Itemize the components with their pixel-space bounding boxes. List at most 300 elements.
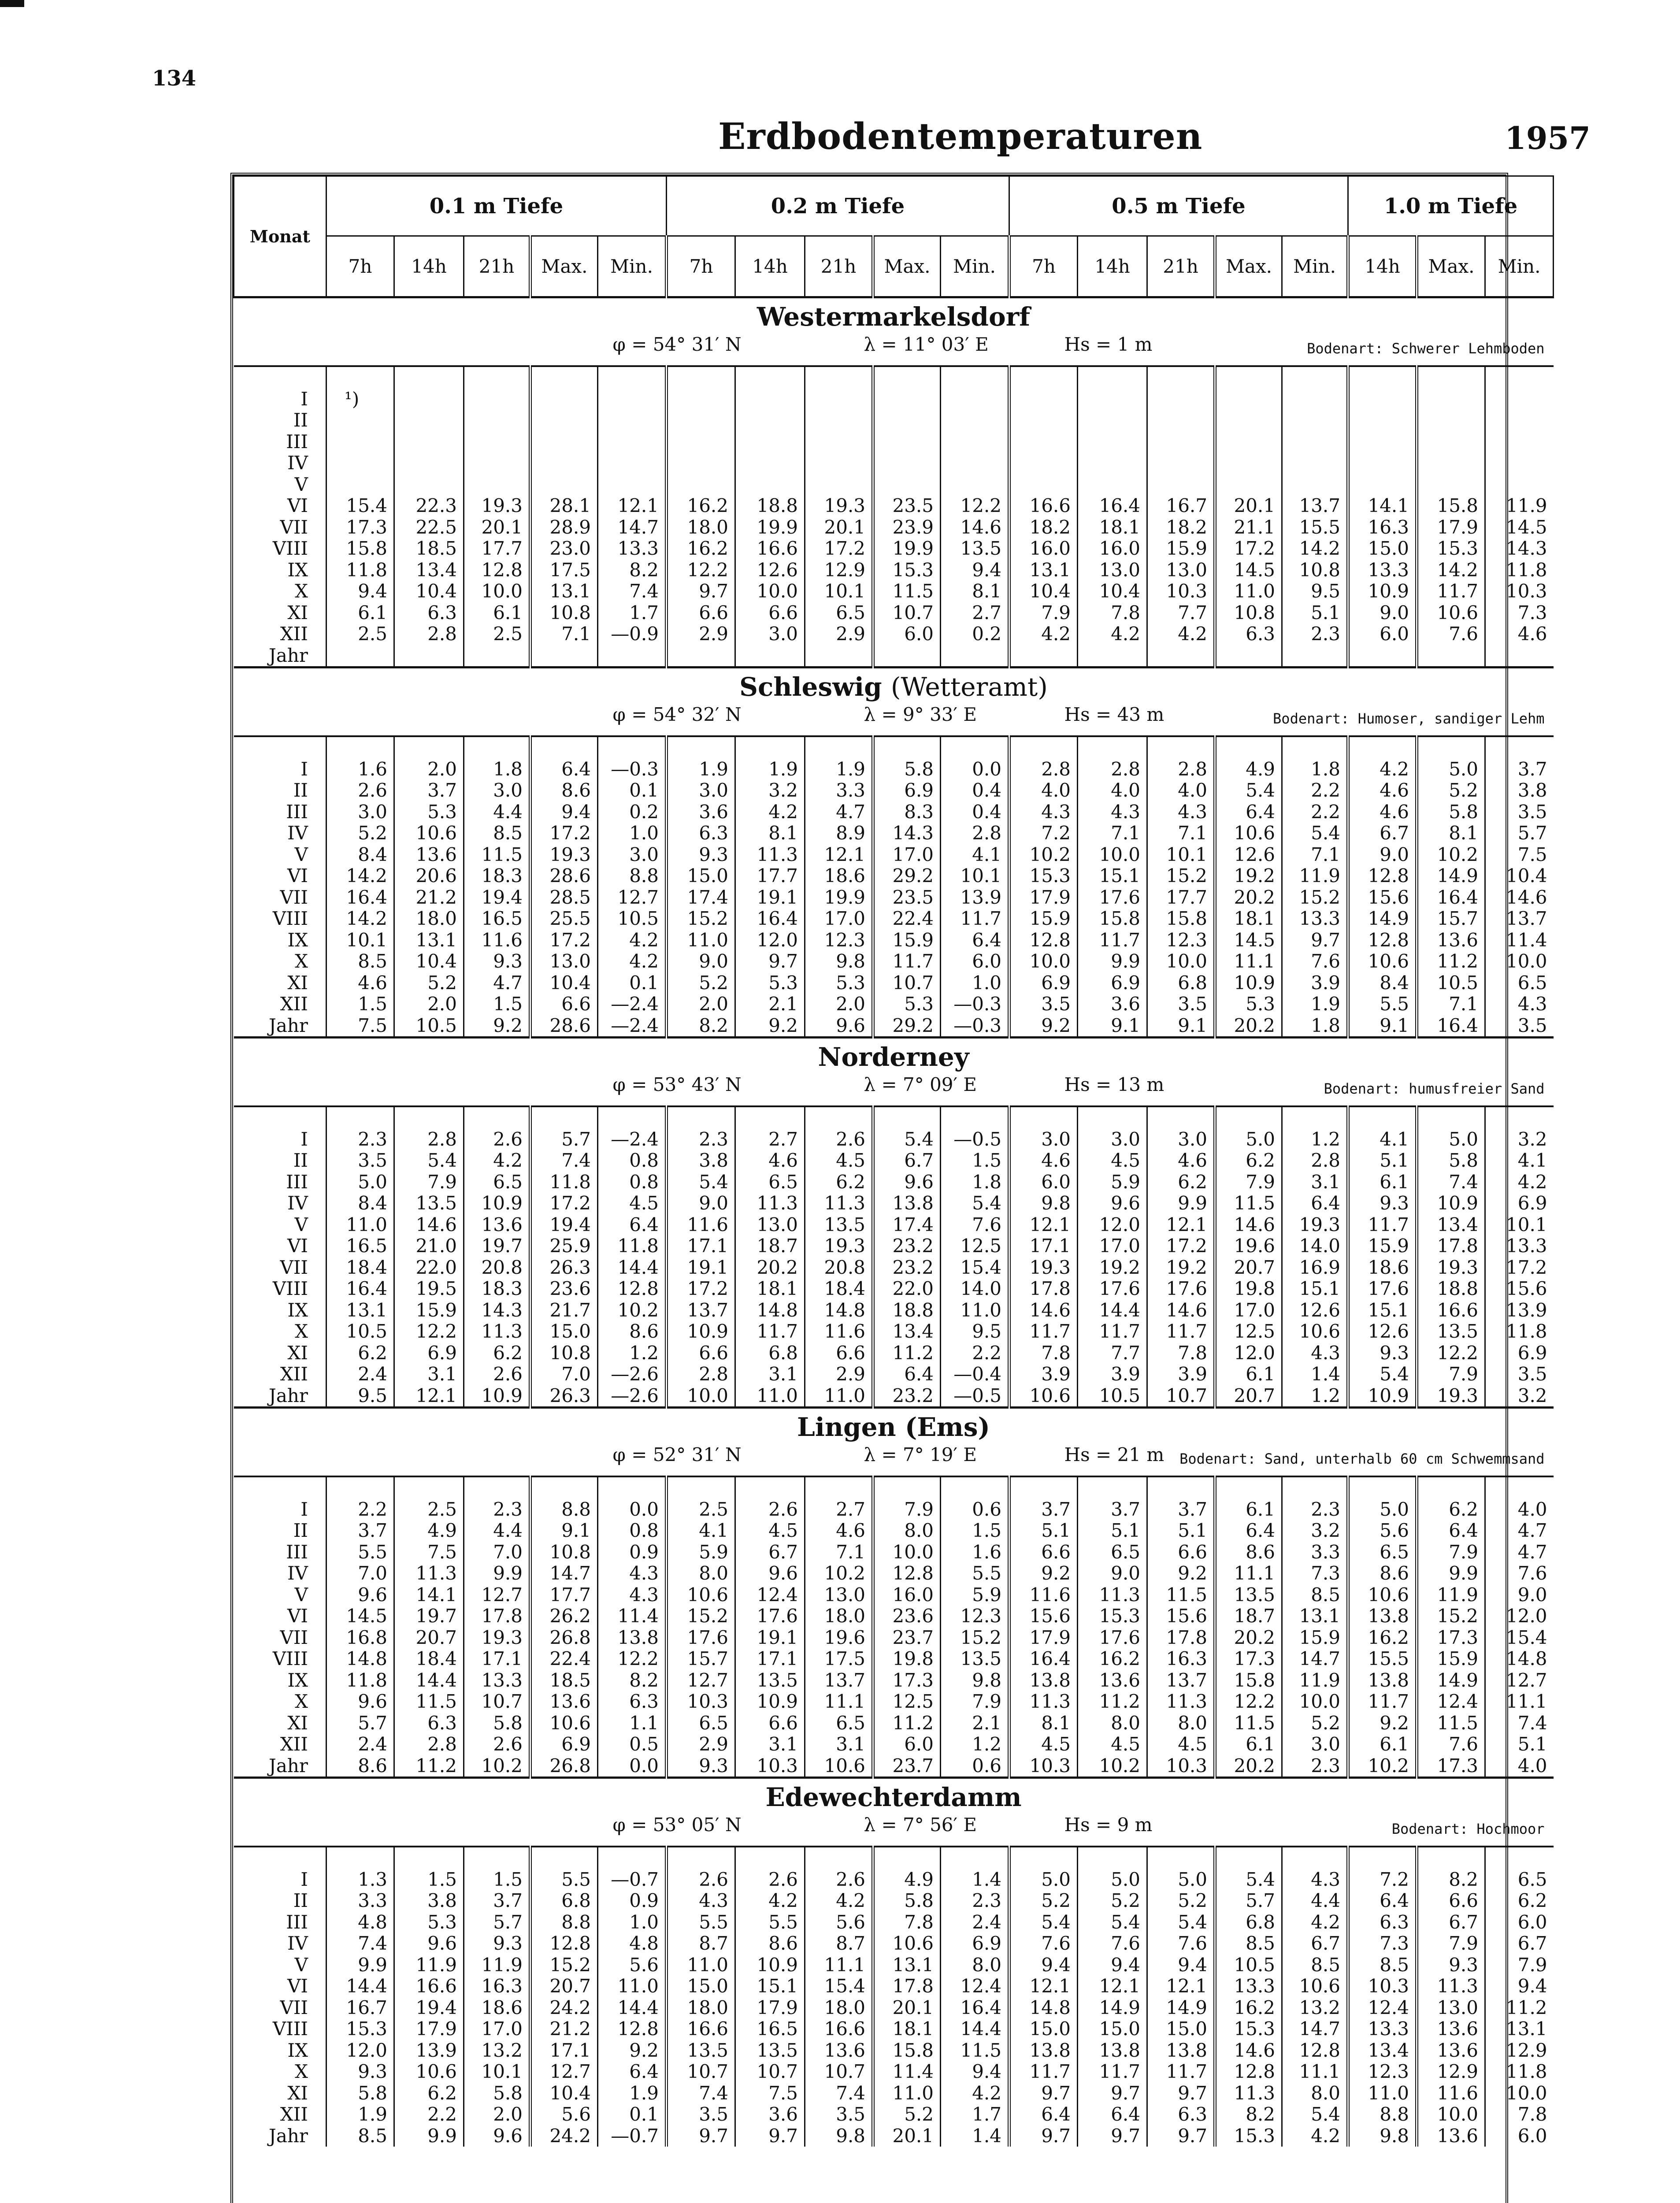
- table-cell: 7.8: [1147, 1343, 1215, 1364]
- table-row: [234, 865, 1554, 887]
- table-cell: 11.6: [1417, 2083, 1485, 2104]
- table-cell: [1215, 452, 1282, 474]
- table-cell: 3.5: [1147, 994, 1215, 1015]
- table-cell: 0.1: [598, 972, 667, 994]
- table-cell: 17.6: [1147, 1278, 1215, 1300]
- table-cell: 5.0: [1215, 1129, 1282, 1150]
- table-cell: 13.1: [1282, 1606, 1348, 1627]
- table-cell: 10.8: [530, 1542, 598, 1563]
- year-row: [234, 2125, 1554, 2147]
- table-cell: [394, 474, 464, 496]
- table-cell: 15.5: [1348, 1648, 1417, 1670]
- table-cell: 9.5: [941, 1321, 1009, 1343]
- table-cell: 11.8: [1485, 1321, 1554, 1343]
- table-cell: [1417, 474, 1485, 496]
- year-cell: [805, 645, 873, 668]
- table-cell: 9.7: [1078, 2083, 1147, 2104]
- table-cell: 6.6: [735, 602, 805, 624]
- table-cell: 6.9: [394, 1343, 464, 1364]
- table-cell: 2.9: [805, 1364, 873, 1385]
- table-cell: 17.0: [1078, 1235, 1147, 1257]
- table-cell: 11.5: [1417, 1713, 1485, 1734]
- table-cell: 9.3: [667, 844, 735, 866]
- table-cell: 6.0: [1009, 1172, 1078, 1193]
- table-cell: [598, 474, 667, 496]
- table-cell: [805, 389, 873, 410]
- table-cell: 14.3: [1485, 538, 1554, 560]
- table-cell: 14.4: [598, 1257, 667, 1279]
- table-cell: 17.2: [530, 930, 598, 951]
- table-cell: 18.1: [1215, 908, 1282, 930]
- table-cell: 4.1: [1348, 1129, 1417, 1150]
- table-cell: [735, 474, 805, 496]
- table-cell: 16.5: [326, 1235, 394, 1257]
- table-cell: —0.5: [941, 1129, 1009, 1150]
- table-cell: 10.9: [1215, 972, 1282, 994]
- table-cell: 1.9: [735, 759, 805, 780]
- table-cell: 3.0: [735, 623, 805, 645]
- table-cell: 5.5: [941, 1563, 1009, 1584]
- table-cell: 7.9: [873, 1499, 941, 1521]
- table-cell: 2.0: [667, 994, 735, 1015]
- table-cell: 10.4: [530, 972, 598, 994]
- table-cell: —0.3: [941, 994, 1009, 1015]
- table-cell: 15.1: [1348, 1300, 1417, 1321]
- table-cell: 9.7: [667, 581, 735, 602]
- table-cell: 6.6: [805, 1343, 873, 1364]
- table-row: [234, 474, 1554, 496]
- table-cell: 5.0: [1147, 1869, 1215, 1891]
- table-cell: 12.8: [1282, 2040, 1348, 2062]
- table-cell: 3.5: [667, 2104, 735, 2125]
- year-cell: 24.2: [530, 2125, 598, 2147]
- table-cell: 2.8: [667, 1364, 735, 1385]
- table-cell: 12.2: [941, 495, 1009, 517]
- table-cell: [1282, 474, 1348, 496]
- table-row: [234, 1890, 1554, 1912]
- table-cell: 2.8: [941, 823, 1009, 844]
- table-cell: 14.5: [1215, 560, 1282, 581]
- table-cell: 4.1: [1485, 1150, 1554, 1172]
- table-cell: 22.4: [530, 1648, 598, 1670]
- year-cell: 9.7: [735, 2125, 805, 2147]
- year-cell: 23.7: [873, 1755, 941, 1778]
- table-cell: 13.5: [394, 1193, 464, 1214]
- table-cell: —0.3: [598, 759, 667, 780]
- table-cell: 16.2: [667, 495, 735, 517]
- table-cell: 14.3: [873, 823, 941, 844]
- station-name: [234, 672, 1554, 702]
- table-cell: 17.7: [735, 865, 805, 887]
- table-cell: 2.5: [394, 1499, 464, 1521]
- table-cell: 15.4: [941, 1257, 1009, 1279]
- year-cell: 10.3: [1009, 1755, 1078, 1778]
- year-cell: 9.6: [464, 2125, 530, 2147]
- table-cell: 13.1: [1009, 560, 1078, 581]
- table-cell: 14.6: [1009, 1300, 1078, 1321]
- table-cell: 10.5: [1417, 972, 1485, 994]
- table-cell: 8.1: [1417, 823, 1485, 844]
- table-cell: 4.7: [464, 972, 530, 994]
- table-cell: 13.5: [735, 1670, 805, 1691]
- table-cell: 20.1: [873, 1997, 941, 2019]
- table-cell: [1348, 389, 1417, 410]
- table-cell: 14.0: [941, 1278, 1009, 1300]
- table-cell: 13.7: [1147, 1670, 1215, 1691]
- table-cell: 11.4: [873, 2061, 941, 2083]
- table-cell: 6.6: [667, 602, 735, 624]
- table-cell: 19.3: [1282, 1214, 1348, 1236]
- table-cell: 11.9: [464, 1955, 530, 1976]
- table-cell: 15.3: [326, 2018, 394, 2040]
- table-cell: 19.8: [873, 1648, 941, 1670]
- table-cell: 8.0: [941, 1955, 1009, 1976]
- table-cell: 3.8: [394, 1890, 464, 1912]
- table-cell: 9.3: [1348, 1343, 1417, 1364]
- table-cell: 14.8: [1009, 1997, 1078, 2019]
- year-cell: 11.0: [805, 1385, 873, 1408]
- table-cell: 0.1: [598, 2104, 667, 2125]
- table-cell: 10.8: [530, 1343, 598, 1364]
- table-cell: 12.6: [1282, 1300, 1348, 1321]
- year-cell: 9.7: [667, 2125, 735, 2147]
- table-cell: 12.0: [1078, 1214, 1147, 1236]
- table-cell: [326, 474, 394, 496]
- table-cell: 7.3: [1282, 1563, 1348, 1584]
- table-cell: 8.2: [598, 560, 667, 581]
- table-cell: 12.3: [1147, 930, 1215, 951]
- table-cell: 14.7: [1282, 2018, 1348, 2040]
- table-cell: 8.8: [530, 1912, 598, 1933]
- table-cell: 6.3: [598, 1691, 667, 1713]
- table-cell: 10.5: [326, 1321, 394, 1343]
- table-cell: 4.4: [464, 801, 530, 823]
- table-cell: [1282, 389, 1348, 410]
- table-cell: 13.2: [1282, 1997, 1348, 2019]
- table-cell: 5.0: [1417, 759, 1485, 780]
- year-cell: 1.4: [941, 2125, 1009, 2147]
- month-label: VII: [280, 1626, 308, 1648]
- table-row: [234, 1648, 1554, 1670]
- table-cell: 6.6: [530, 994, 598, 1015]
- table-cell: 6.5: [1348, 1542, 1417, 1563]
- year-cell: 10.5: [394, 1015, 464, 1038]
- table-cell: 13.5: [1417, 1321, 1485, 1343]
- table-cell: 7.1: [1078, 823, 1147, 844]
- table-cell: 4.2: [1078, 623, 1147, 645]
- table-cell: 18.6: [805, 865, 873, 887]
- table-cell: 11.8: [530, 1172, 598, 1193]
- table-cell: 4.6: [1009, 1150, 1078, 1172]
- table-cell: [530, 389, 598, 410]
- table-cell: 13.8: [598, 1627, 667, 1649]
- table-cell: 8.4: [326, 1193, 394, 1214]
- month-label: VI: [287, 865, 308, 886]
- table-cell: 6.4: [1348, 1890, 1417, 1912]
- table-cell: 4.4: [1282, 1890, 1348, 1912]
- table-row: [234, 1869, 1554, 1891]
- table-cell: [1282, 452, 1348, 474]
- table-cell: 11.3: [805, 1193, 873, 1214]
- table-cell: 14.9: [1348, 908, 1417, 930]
- table-cell: [941, 452, 1009, 474]
- table-cell: 19.9: [735, 517, 805, 538]
- header-depth-2: 0.2 m Tiefe: [667, 176, 1009, 236]
- table-cell: 5.1: [1485, 1734, 1554, 1755]
- table-cell: 8.6: [735, 1933, 805, 1955]
- year-cell: 9.7: [1078, 2125, 1147, 2147]
- table-cell: ¹): [326, 389, 394, 410]
- table-cell: 13.1: [873, 1955, 941, 1976]
- table-cell: 10.8: [1282, 560, 1348, 581]
- table-cell: 14.8: [1485, 1648, 1554, 1670]
- table-cell: 21.2: [394, 887, 464, 909]
- table-cell: 17.6: [667, 1627, 735, 1649]
- table-cell: 6.2: [805, 1172, 873, 1193]
- table-cell: 14.1: [394, 1584, 464, 1606]
- table-cell: 19.6: [805, 1627, 873, 1649]
- table-cell: 11.0: [1348, 2083, 1417, 2104]
- table-cell: 11.5: [1215, 1193, 1282, 1214]
- table-cell: 2.3: [667, 1129, 735, 1150]
- table-cell: 20.2: [735, 1257, 805, 1279]
- table-cell: 7.1: [805, 1542, 873, 1563]
- table-cell: 6.5: [667, 1713, 735, 1734]
- table-cell: 8.9: [805, 823, 873, 844]
- table-cell: 3.7: [326, 1520, 394, 1542]
- table-cell: 10.8: [1215, 602, 1282, 624]
- table-cell: 18.5: [530, 1670, 598, 1691]
- table-cell: 1.2: [598, 1343, 667, 1364]
- table-cell: 18.1: [873, 2018, 941, 2040]
- table-cell: 19.1: [667, 1257, 735, 1279]
- table-cell: 8.6: [530, 780, 598, 801]
- table-cell: 7.9: [1009, 602, 1078, 624]
- table-cell: [530, 431, 598, 453]
- table-cell: 2.3: [464, 1499, 530, 1521]
- table-cell: 10.3: [1348, 1976, 1417, 1997]
- table-cell: 9.6: [394, 1933, 464, 1955]
- table-cell: 15.2: [530, 1955, 598, 1976]
- table-cell: 10.5: [1215, 1955, 1282, 1976]
- table-cell: 13.2: [464, 2040, 530, 2062]
- month-label: II: [293, 1890, 308, 1911]
- table-cell: 5.3: [873, 994, 941, 1015]
- table-cell: 10.9: [1417, 1193, 1485, 1214]
- table-cell: 13.4: [1417, 1214, 1485, 1236]
- table-cell: 13.0: [805, 1584, 873, 1606]
- year-label: Jahr: [268, 2125, 308, 2147]
- table-row: [234, 1627, 1554, 1649]
- table-cell: 7.9: [1485, 1955, 1554, 1976]
- table-cell: 11.7: [873, 951, 941, 972]
- table-cell: 13.0: [1078, 560, 1147, 581]
- station-latitude: φ = 52° 31′ N: [612, 1444, 742, 1465]
- table-cell: 6.6: [1147, 1542, 1215, 1563]
- table-cell: 5.4: [1009, 1912, 1078, 1933]
- table-cell: 5.4: [1348, 1364, 1417, 1385]
- table-cell: 3.1: [805, 1734, 873, 1755]
- table-cell: 19.3: [464, 495, 530, 517]
- table-cell: 20.1: [1215, 495, 1282, 517]
- table-cell: [1078, 452, 1147, 474]
- table-cell: 9.4: [1147, 1955, 1215, 1976]
- year-cell: 10.2: [1078, 1755, 1147, 1778]
- table-cell: 14.8: [735, 1300, 805, 1321]
- station-latitude: φ = 54° 32′ N: [612, 704, 742, 725]
- year-cell: [394, 645, 464, 668]
- table-cell: 1.5: [464, 994, 530, 1015]
- table-row: [234, 994, 1554, 1015]
- table-cell: 15.8: [326, 538, 394, 560]
- table-cell: 17.1: [464, 1648, 530, 1670]
- month-label: XI: [287, 601, 308, 623]
- table-cell: 3.0: [1147, 1129, 1215, 1150]
- table-cell: 11.0: [667, 930, 735, 951]
- month-label: VIII: [272, 1278, 308, 1299]
- table-cell: 6.6: [667, 1343, 735, 1364]
- table-cell: 13.7: [1282, 495, 1348, 517]
- table-cell: 13.8: [1348, 1606, 1417, 1627]
- table-cell: 4.9: [873, 1869, 941, 1891]
- table-cell: 1.1: [598, 1713, 667, 1734]
- table-cell: 2.6: [805, 1869, 873, 1891]
- table-cell: [326, 410, 394, 431]
- table-cell: 7.6: [1147, 1933, 1215, 1955]
- table-cell: 8.2: [1417, 1869, 1485, 1891]
- year-cell: 10.5: [1078, 1385, 1147, 1408]
- table-cell: 12.6: [735, 560, 805, 581]
- station-elevation: Hs = 43 m: [1064, 704, 1165, 725]
- table-cell: 12.6: [1215, 844, 1282, 866]
- table-cell: 9.7: [1147, 2083, 1215, 2104]
- table-cell: 11.7: [1348, 1691, 1417, 1713]
- table-cell: 8.4: [1348, 972, 1417, 994]
- table-cell: 6.8: [1215, 1912, 1282, 1933]
- table-cell: 11.9: [1282, 865, 1348, 887]
- table-cell: 20.7: [1215, 1257, 1282, 1279]
- header-col: 7h: [1009, 236, 1078, 297]
- table-cell: 10.0: [735, 581, 805, 602]
- table-cell: 10.2: [598, 1300, 667, 1321]
- table-cell: 4.7: [1485, 1542, 1554, 1563]
- table-cell: [873, 410, 941, 431]
- table-cell: 6.1: [1215, 1499, 1282, 1521]
- table-cell: [326, 431, 394, 453]
- table-cell: 15.6: [1009, 1606, 1078, 1627]
- year-cell: 1.2: [1282, 1385, 1348, 1408]
- table-cell: 6.7: [735, 1542, 805, 1563]
- table-row: [234, 1364, 1554, 1385]
- header-col: Min.: [1282, 236, 1348, 297]
- table-cell: 17.7: [530, 1584, 598, 1606]
- month-label: XII: [280, 2103, 308, 2125]
- table-cell: 12.2: [394, 1321, 464, 1343]
- header-depth-3: 0.5 m Tiefe: [1009, 176, 1348, 236]
- month-label: X: [295, 580, 308, 602]
- table-cell: 12.1: [1147, 1214, 1215, 1236]
- table-cell: 15.9: [1147, 538, 1215, 560]
- table-cell: 18.4: [394, 1648, 464, 1670]
- month-label: V: [294, 1954, 308, 1976]
- table-cell: 5.4: [1282, 823, 1348, 844]
- table-cell: 23.7: [873, 1627, 941, 1649]
- table-cell: 11.7: [1009, 2061, 1078, 2083]
- table-cell: 28.9: [530, 517, 598, 538]
- table-cell: 14.2: [326, 865, 394, 887]
- month-label: IV: [287, 452, 308, 474]
- table-cell: 6.9: [941, 1933, 1009, 1955]
- table-cell: 18.0: [667, 517, 735, 538]
- table-cell: [1009, 410, 1078, 431]
- table-cell: 5.4: [1215, 780, 1282, 801]
- table-cell: 20.7: [530, 1976, 598, 1997]
- table-cell: 23.0: [530, 538, 598, 560]
- table-cell: [1348, 474, 1417, 496]
- table-cell: 4.2: [1348, 759, 1417, 780]
- table-cell: 3.7: [1078, 1499, 1147, 1521]
- table-cell: 5.8: [1417, 801, 1485, 823]
- table-cell: 29.2: [873, 865, 941, 887]
- table-cell: 6.6: [1009, 1542, 1078, 1563]
- table-cell: 15.9: [394, 1300, 464, 1321]
- table-cell: 4.3: [1078, 801, 1147, 823]
- table-cell: 13.3: [1348, 560, 1417, 581]
- table-cell: 16.4: [326, 1278, 394, 1300]
- year-cell: —2.6: [598, 1385, 667, 1408]
- table-cell: [1417, 452, 1485, 474]
- table-cell: 1.4: [1282, 1364, 1348, 1385]
- table-cell: 6.4: [1215, 1520, 1282, 1542]
- table-cell: 2.8: [1282, 1150, 1348, 1172]
- table-row: [234, 1300, 1554, 1321]
- table-cell: 5.0: [1348, 1499, 1417, 1521]
- table-cell: 15.1: [735, 1976, 805, 1997]
- header-col: 7h: [667, 236, 735, 297]
- month-label: VIII: [272, 538, 308, 559]
- table-cell: 14.9: [1417, 865, 1485, 887]
- table-cell: 9.3: [1417, 1955, 1485, 1976]
- table-cell: 5.7: [326, 1713, 394, 1734]
- year-cell: 2.3: [1282, 1755, 1348, 1778]
- table-cell: 12.3: [805, 930, 873, 951]
- table-cell: 19.9: [805, 887, 873, 909]
- table-cell: 17.7: [1147, 887, 1215, 909]
- row-spacer: [234, 1476, 1554, 1499]
- year-cell: 9.8: [1348, 2125, 1417, 2147]
- month-label: VII: [280, 516, 308, 538]
- table-cell: 3.1: [735, 1364, 805, 1385]
- table-cell: 2.4: [326, 1364, 394, 1385]
- month-label: XII: [280, 993, 308, 1015]
- year-row: [234, 645, 1554, 668]
- table-cell: 19.4: [530, 1214, 598, 1236]
- month-label: VI: [287, 1235, 308, 1257]
- table-cell: —0.4: [941, 1364, 1009, 1385]
- table-cell: 11.3: [735, 1193, 805, 1214]
- table-cell: 11.3: [1215, 2083, 1282, 2104]
- table-cell: 11.6: [464, 930, 530, 951]
- month-label: IV: [287, 1562, 308, 1584]
- month-label: IX: [287, 1669, 308, 1691]
- table-row: [234, 1691, 1554, 1713]
- table-cell: 9.3: [464, 1933, 530, 1955]
- year-cell: —2.4: [598, 1015, 667, 1038]
- table-cell: 6.8: [735, 1343, 805, 1364]
- table-cell: 4.5: [1147, 1734, 1215, 1755]
- table-cell: 12.5: [1215, 1321, 1282, 1343]
- table-cell: 12.1: [1009, 1976, 1078, 1997]
